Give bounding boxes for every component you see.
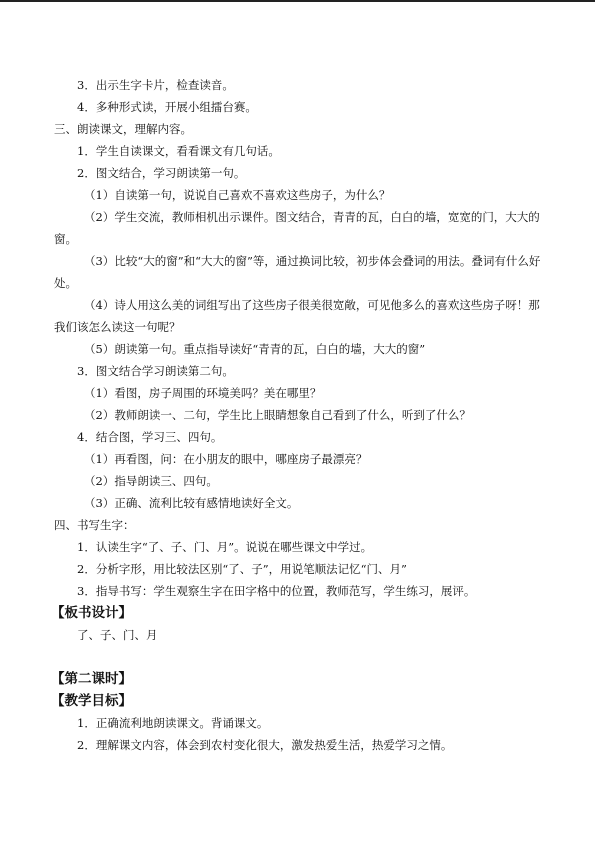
item-2-sub-5: （5）朗读第一句。重点指导读好“青青的瓦，白白的墙，大大的窗” bbox=[84, 342, 426, 356]
board-design-heading: 【板书设计】 bbox=[51, 605, 132, 621]
goal-2: 2．理解课文内容，体会到农村变化很大，激发热爱生活，热爱学习之情。 bbox=[77, 738, 453, 752]
section-three-title: 三、朗读课文，理解内容。 bbox=[54, 122, 192, 136]
item-2-sub-4: （4）诗人用这么美的词组写出了这些房子很美很宽敞，可见他多么的喜欢这些房子呀！那我们该怎么读这一句呢？ bbox=[54, 298, 540, 334]
section3-item-2: 2．图文结合，学习朗读第一句。 bbox=[77, 166, 246, 180]
step-4-line: 4．多种形式读，开展小组擂台赛。 bbox=[77, 100, 257, 114]
section-four-title: 四、书写生字： bbox=[54, 518, 135, 532]
section3-item-1: 1．学生自读课文，看看课文有几句话。 bbox=[77, 144, 280, 158]
section3-item-3: 3．图文结合学习朗读第二句。 bbox=[77, 364, 234, 378]
item-3-sub-2: （2）教师朗读一、二句，学生比上眼睛想象自己看到了什么，听到了什么？ bbox=[84, 408, 471, 422]
item-2-sub-2: （2）学生交流，教师相机出示课件。图文结合，青青的瓦，白白的墙，宽宽的门，大大的窗。 bbox=[54, 210, 540, 246]
second-lesson-heading: 【第二课时】 bbox=[51, 671, 132, 687]
step-3-line: 3．出示生字卡片，检查读音。 bbox=[77, 78, 234, 92]
board-content: 了、子、门、月 bbox=[77, 628, 158, 642]
header-rule bbox=[0, 0, 595, 2]
section4-item-1: 1．认读生字“了、子、门、月”。说说在哪些课文中学过。 bbox=[77, 540, 373, 554]
spacer bbox=[54, 646, 544, 668]
section3-item-4: 4．结合图，学习三、四句。 bbox=[77, 430, 223, 444]
item-4-sub-1: （1）再看图，问：在小朋友的眼中，哪座房子最漂亮？ bbox=[84, 452, 368, 466]
goal-1: 1．正确流利地朗读课文。背诵课文。 bbox=[77, 716, 269, 730]
item-2-sub-3: （3）比较“大的窗”和“大大的窗”等，通过换词比较，初步体会叠词的用法。叠词有什么好处。 bbox=[54, 254, 541, 290]
item-2-sub-1: （1）自读第一句，说说自己喜欢不喜欢这些房子，为什么？ bbox=[84, 188, 391, 202]
teaching-goals-heading: 【教学目标】 bbox=[51, 693, 132, 709]
item-4-sub-3: （3）正确、流利比较有感情地读好全文。 bbox=[84, 496, 299, 510]
section4-item-3: 3．指导书写：学生观察生字在田字格中的位置，教师范写，学生练习，展评。 bbox=[77, 584, 476, 598]
item-3-sub-1: （1）看图，房子周围的环境美吗？美在哪里？ bbox=[84, 386, 322, 400]
document-body bbox=[51, 74, 544, 756]
section4-item-2: 2．分析字形，用比较法区别“了、子”，用说笔顺法记忆“门、月” bbox=[77, 562, 407, 576]
item-4-sub-2: （2）指导朗读三、四句。 bbox=[84, 474, 218, 488]
